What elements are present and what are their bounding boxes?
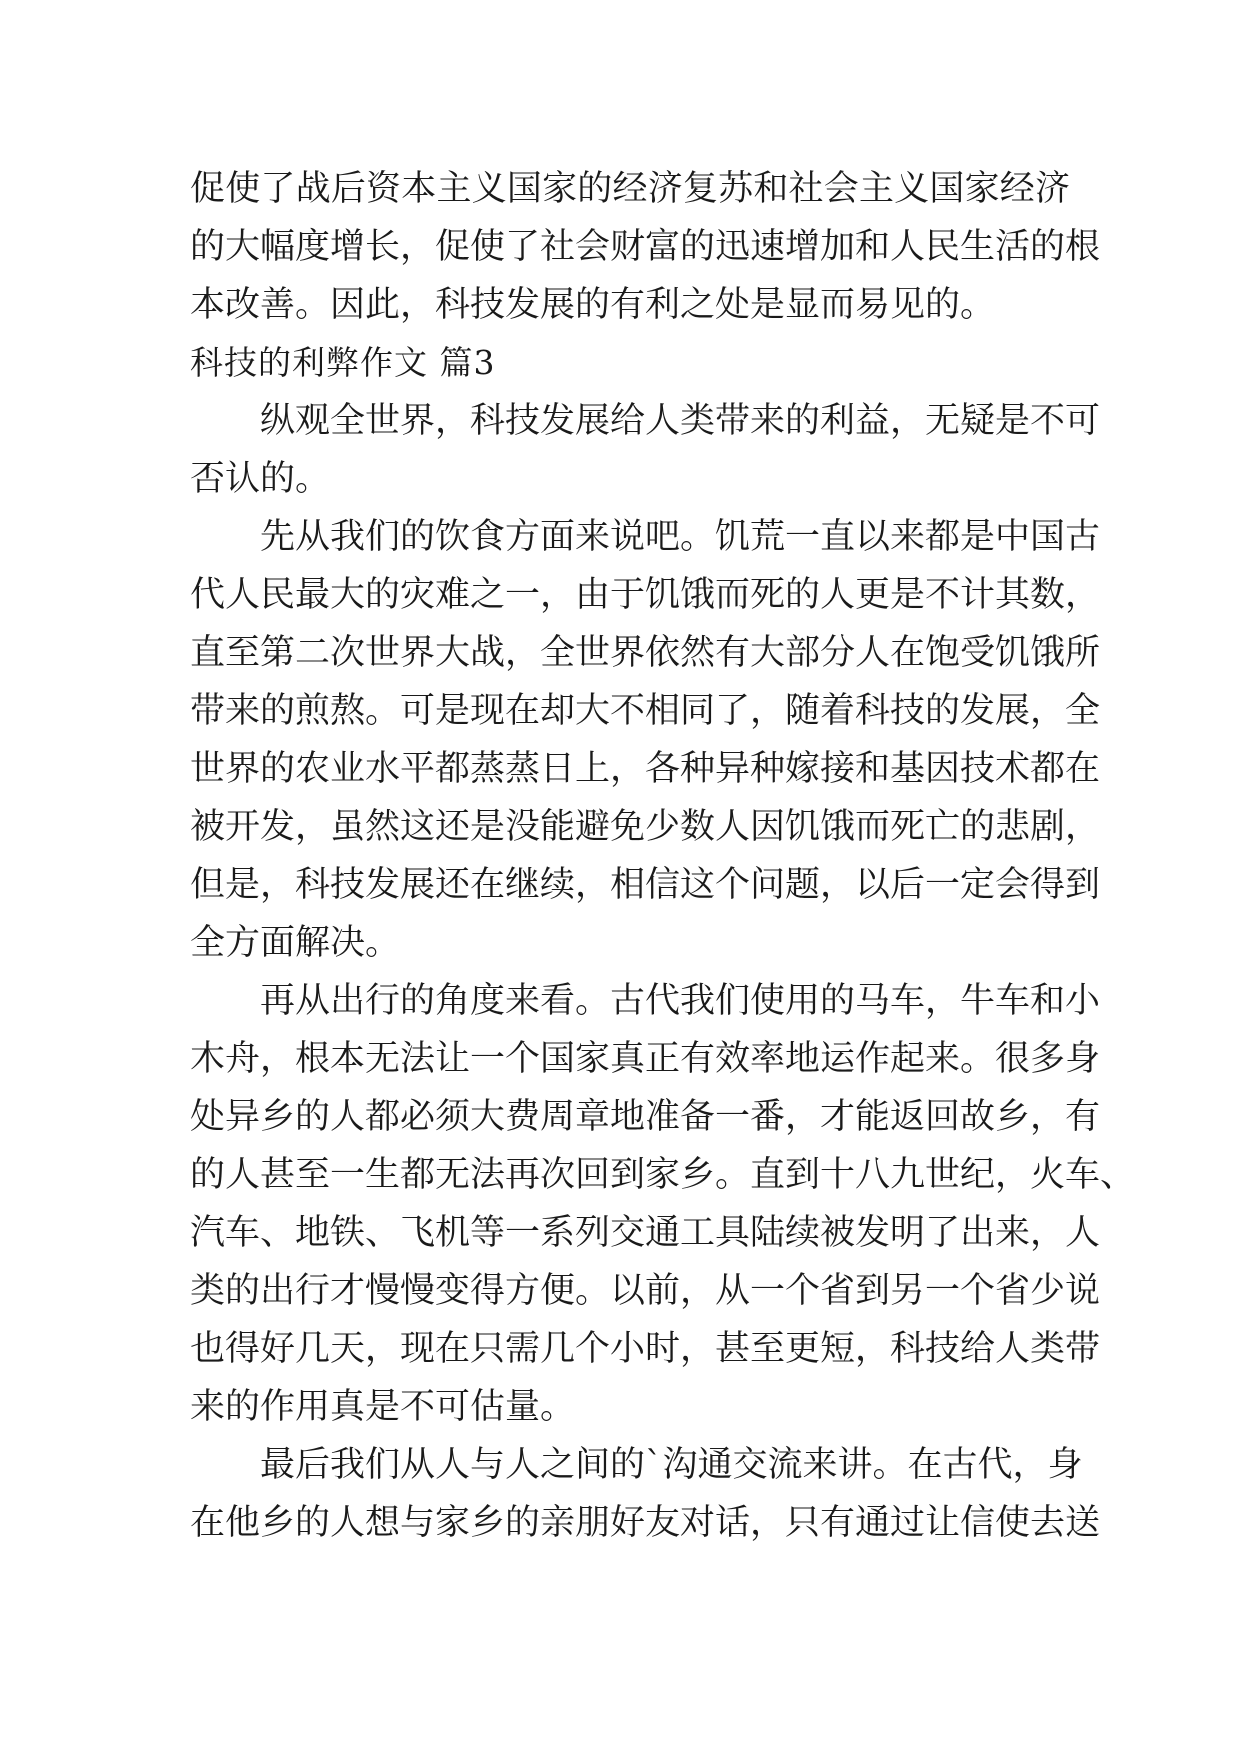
paragraph-line: 木舟，根本无法让一个国家真正有效率地运作起来。很多身 bbox=[190, 1039, 1101, 1079]
paragraph-line: 再从出行的角度来看。古代我们使用的马车，牛车和小 bbox=[260, 981, 1101, 1021]
paragraph-line: 否认的。 bbox=[190, 459, 331, 499]
paragraph-line: 本改善。因此，科技发展的有利之处是显而易见的。 bbox=[190, 285, 996, 325]
paragraph-line: 带来的煎熬。可是现在却大不相同了，随着科技的发展，全 bbox=[190, 691, 1101, 731]
section-heading: 科技的利弊作文 篇3 bbox=[190, 343, 496, 382]
paragraph-line: 汽车、地铁、飞机等一系列交通工具陆续被发明了出来，人 bbox=[190, 1213, 1101, 1253]
paragraph-line: 来的作用真是不可估量。 bbox=[190, 1387, 576, 1427]
paragraph-line: 也得好几天，现在只需几个小时，甚至更短，科技给人类带 bbox=[190, 1329, 1101, 1369]
paragraph-line: 代人民最大的灾难之一，由于饥饿而死的人更是不计其数， bbox=[190, 575, 1101, 615]
paragraph-line: 世界的农业水平都蒸蒸日上，各种异种嫁接和基因技术都在 bbox=[190, 749, 1101, 789]
paragraph-4 bbox=[190, 1436, 1101, 1552]
paragraph-1 bbox=[190, 392, 1101, 508]
intro-paragraph bbox=[190, 160, 1101, 334]
paragraph-line: 在他乡的人想与家乡的亲朋好友对话，只有通过让信使去送 bbox=[190, 1503, 1101, 1543]
document-body bbox=[190, 160, 1136, 1552]
paragraph-line: 促使了战后资本主义国家的经济复苏和社会主义国家经济 bbox=[190, 169, 1070, 209]
paragraph-line: 处异乡的人都必须大费周章地准备一番，才能返回故乡，有 bbox=[190, 1097, 1101, 1137]
paragraph-line: 的大幅度增长，促使了社会财富的迅速增加和人民生活的根 bbox=[190, 227, 1101, 267]
paragraph-3 bbox=[190, 972, 1136, 1436]
paragraph-line: 先从我们的饮食方面来说吧。饥荒一直以来都是中国古 bbox=[260, 517, 1101, 557]
paragraph-line: 最后我们从人与人之间的`沟通交流来讲。在古代，身 bbox=[260, 1445, 1083, 1485]
paragraph-line: 直至第二次世界大战，全世界依然有大部分人在饱受饥饿所 bbox=[190, 633, 1101, 673]
paragraph-line: 全方面解决。 bbox=[190, 923, 401, 963]
paragraph-line: 类的出行才慢慢变得方便。以前，从一个省到另一个省少说 bbox=[190, 1271, 1101, 1311]
paragraph-line: 的人甚至一生都无法再次回到家乡。直到十八九世纪，火车、 bbox=[190, 1155, 1136, 1195]
paragraph-line: 被开发，虽然这还是没能避免少数人因饥饿而死亡的悲剧， bbox=[190, 807, 1101, 847]
paragraph-line: 纵观全世界，科技发展给人类带来的利益，无疑是不可 bbox=[260, 401, 1101, 441]
paragraph-line: 但是，科技发展还在继续，相信这个问题，以后一定会得到 bbox=[190, 865, 1101, 905]
paragraph-2 bbox=[190, 508, 1101, 972]
